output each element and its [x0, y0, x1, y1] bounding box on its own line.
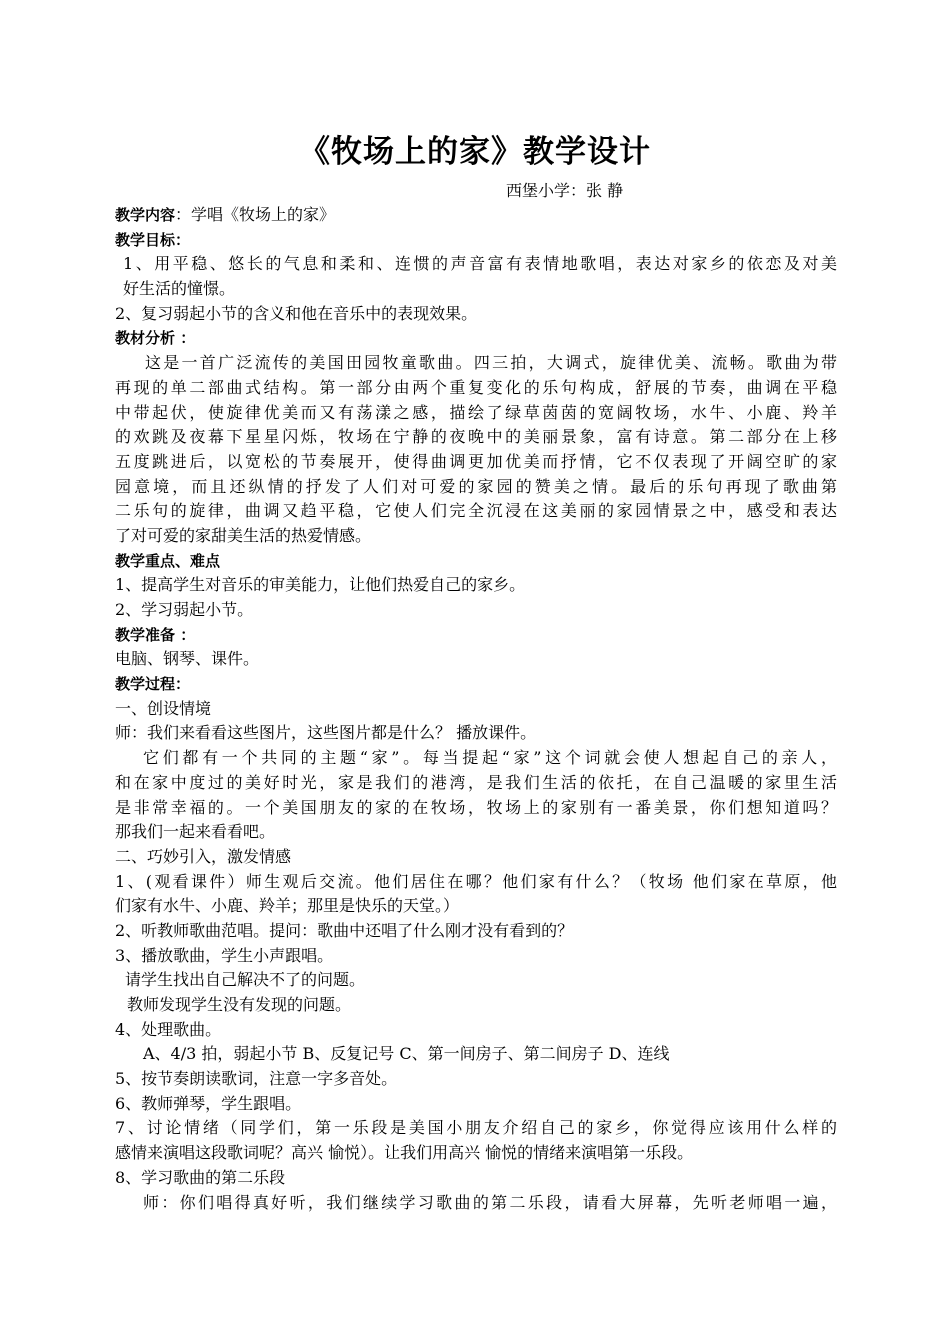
- document-body: [115, 203, 837, 1215]
- step-5: 5、按节奏朗读歌词，注意一字多音处。: [115, 1069, 398, 1089]
- keypoint-2: 2、学习弱起小节。: [115, 600, 254, 619]
- content-line: [115, 203, 837, 228]
- goal-1-line-b: 好生活的憧憬。: [123, 279, 236, 299]
- step-8: 8、学习歌曲的第二乐段: [115, 1167, 286, 1187]
- step-6: 6、教师弹琴，学生跟唱。: [115, 1093, 302, 1113]
- section-1-paragraph-line: 它们都有一个共同的主题“家”。每当提起“家”这个词就会使人想起自己的亲人，: [143, 748, 837, 768]
- section-1-paragraph-line: 那我们一起来看看吧。: [115, 822, 276, 842]
- step-4: 4、处理歌曲。: [115, 1019, 222, 1039]
- content-text: ：学唱《牧场上的家》: [175, 205, 336, 224]
- step-4-sub: A、4/3 拍，弱起小节 B、反复记号 C、第一间房子、第二间房子 D、连线: [143, 1044, 670, 1064]
- section-1-title: 一、创设情境: [115, 698, 212, 718]
- content-label: 教学内容: [115, 206, 176, 224]
- goal-2: 2、复习弱起小节的含义和他在音乐中的表现效果。: [115, 303, 478, 323]
- analysis-heading: 教材分析 ：: [115, 329, 196, 348]
- author-line: 西堡小学：张 静: [506, 181, 624, 200]
- section-1-paragraph-line: 是非常幸福的。一个美国朋友的家的在牧场，牧场上的家别有一番美景，你们想知道吗？: [115, 797, 837, 817]
- process-heading: 教学过程：: [115, 675, 191, 694]
- step-2: 2、听教师歌曲范唱。提问：歌曲中还唱了什么刚才没有看到的？: [115, 920, 574, 940]
- step-7-line-b: 感情来演唱这段歌词呢？高兴 愉悦）。让我们用高兴 愉悦的情绪来演唱第一乐段。: [115, 1143, 694, 1163]
- analysis-line: 再现的单二部曲式结构。第一部分由两个重复变化的乐句构成，舒展的节奏，曲调在平稳: [115, 377, 837, 397]
- step-3: 3、播放歌曲，学生小声跟唱。: [115, 945, 334, 965]
- section-1-line: 师：我们来看看这些图片，这些图片都是什么？ 播放课件。: [115, 723, 537, 743]
- step-3-sub-b: 教师发现学生没有发现的问题。: [127, 995, 352, 1014]
- step-1-line-a: 1、(观看课件）师生观后交流。他们居住在哪？他们家有什么？（牧场 他们家在草原，他: [115, 871, 837, 891]
- goals-heading: 教学目标：: [115, 230, 191, 249]
- keypoints-heading: 教学重点、难点: [115, 551, 221, 570]
- step-1-line-b: 们家有水牛、小鹿、羚羊；那里是快乐的天堂。）: [115, 896, 460, 916]
- analysis-line: 二乐句的旋律，曲调又趋平稳，它使人们完全沉浸在这美丽的家园情景之中，感受和表达: [115, 501, 837, 521]
- step-3-sub-a: 请学生找出自己解决不了的问题。: [125, 970, 366, 990]
- analysis-line: 五度跳进后，以宽松的节奏展开，使得曲调更加优美而抒情，它不仅表现了开阔空旷的家: [115, 451, 837, 471]
- step-8-sub: 师：你们唱得真好听，我们继续学习歌曲的第二乐段，请看大屏幕，先听老师唱一遍，: [143, 1192, 837, 1212]
- analysis-line: 这是一首广泛流传的美国田园牧童歌曲。四三拍，大调式，旋律优美、流畅。歌曲为带: [145, 353, 837, 373]
- prep-heading: 教学准备 ：: [115, 625, 196, 644]
- page-title: 《牧场上的家》教学设计: [299, 134, 651, 170]
- analysis-line: 了对可爱的家甜美生活的热爱情感。: [115, 525, 372, 545]
- goal-1-line-a: 1、用平稳、悠长的气息和柔和、连惯的声音富有表情地歌唱，表达对家乡的依恋及对美: [123, 254, 837, 274]
- analysis-line: 的欢跳及夜幕下星星闪烁，牧场在宁静的夜晚中的美丽景象，富有诗意。第二部分在上移: [115, 427, 837, 447]
- analysis-line: 园意境，而且还纵情的抒发了人们对可爱的家园的赞美之情。最后的乐句再现了歌曲第: [115, 476, 837, 496]
- section-1-paragraph-line: 和在家中度过的美好时光，家是我们的港湾，是我们生活的依托，在自己温暖的家里生活: [115, 772, 837, 792]
- analysis-line: 中带起伏，使旋律优美而又有荡漾之感，描绘了绿草茵茵的宽阔牧场，水牛、小鹿、羚羊: [115, 402, 837, 422]
- step-7-line-a: 7、讨论情绪（同学们，第一乐段是美国小朋友介绍自己的家乡，你觉得应该用什么样的: [115, 1118, 837, 1138]
- section-2-title: 二、巧妙引入，激发情感: [115, 846, 292, 866]
- keypoint-1: 1、提高学生对音乐的审美能力，让他们热爱自己的家乡。: [115, 575, 526, 595]
- prep-text: 电脑、钢琴、课件。: [115, 649, 260, 669]
